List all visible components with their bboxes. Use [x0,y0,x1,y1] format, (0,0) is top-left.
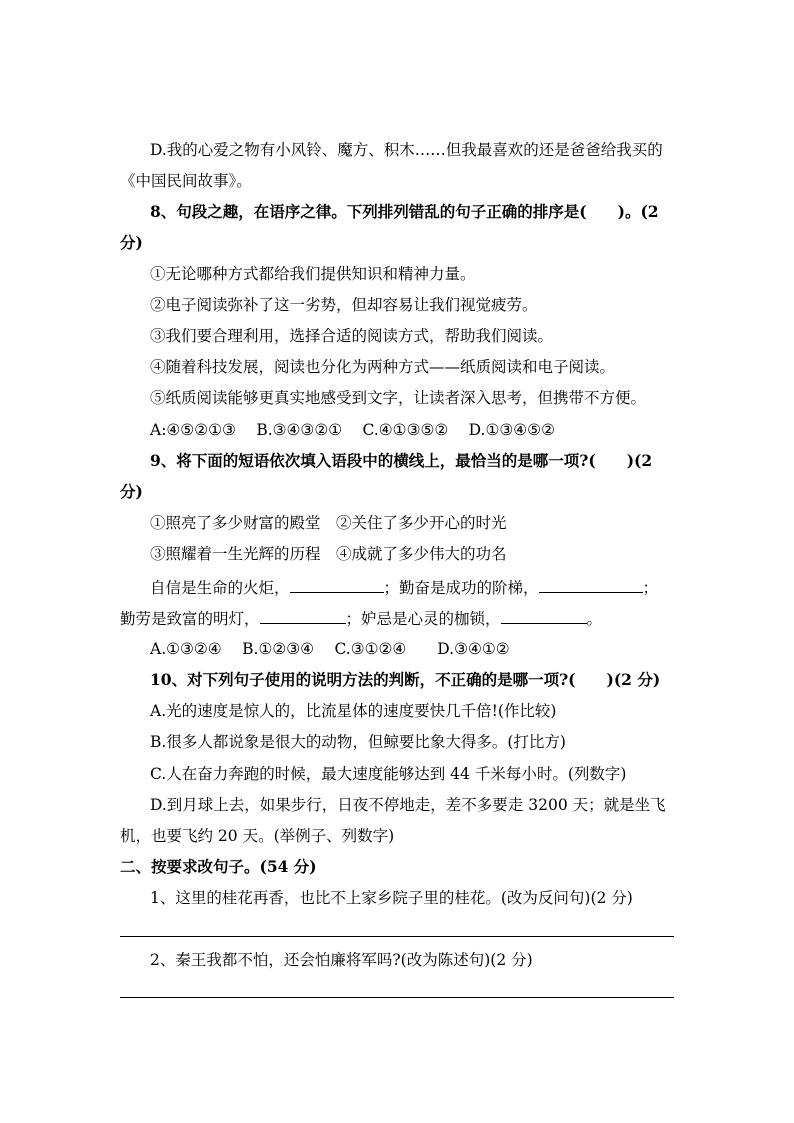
section-2-question-2: 2、秦王我都不怕，还会怕廉将军吗?(改为陈述句)(2 分) [150,951,533,969]
sentence-4: ④随着科技发展，阅读也分化为两种方式——纸质阅读和电子阅读。 [150,358,616,376]
answer-blank-3[interactable] [260,607,346,624]
option-d-line1: D.我的心爱之物有小风铃、魔方、积木……但我最喜欢的还是爸爸给我买的 [150,141,663,159]
fill-text: ；勤奋是成功的阶梯， [383,579,539,597]
fill-text: 。 [586,610,603,628]
question-10-option-d-line2: 机，也要飞约 20 天。(举例子、列数字) [120,827,395,845]
question-9-line1: 9、将下面的短语依次填入语段中的横线上，最恰当的是哪一项?( )(2 [150,451,653,470]
sentence-1: ①无论哪种方式都给我们提供知识和精神力量。 [150,265,476,283]
answer-blank-4[interactable] [501,607,587,624]
question-10-option-c: C.人在奋力奔跑的时候，最大速度能够达到 44 千米每小时。(列数字) [150,765,627,783]
answer-blank-1[interactable] [290,576,384,593]
question-10: 10、对下列句子使用的说明方法的判断，不正确的是哪一项?( )(2 分) [150,670,661,689]
fill-text: 勤劳是致富的明灯， [120,610,260,628]
question-10-option-d-line1: D.到月球上去，如果步行，日夜不停地走，差不多要走 3200 天；就是坐飞 [150,796,666,814]
question-9-line2: 分) [120,482,143,501]
fill-text: ； [642,579,659,597]
question-8-options: A:④⑤②①③ B.③④③②① C.④①③⑤② D.①③④⑤② [150,421,555,439]
section-2-heading: 二、按要求改句子。(54 分) [120,857,317,876]
question-8-line2: 分) [120,233,143,252]
question-8-line1: 8、句段之趣，在语序之律。下列排列错乱的句子正确的排序是( )。(2 [150,202,659,221]
sentence-2: ②电子阅读弥补了这一劣势，但却容易让我们视觉疲劳。 [150,296,538,314]
answer-blank-2[interactable] [539,576,643,593]
question-9-options: A.①③②④ B.①②③④ C.③①②④ D.③④①② [150,640,510,658]
sentence-5: ⑤纸质阅读能够更真实地感受到文字，让读者深入思考，但携带不方便。 [150,389,647,407]
phrase-row-1: ①照亮了多少财富的殿堂 ②关住了多少开心的时光 [150,514,507,532]
option-d-line2: 《中国民间故事》。 [120,172,252,190]
fill-line-1 [150,576,658,598]
section-2-question-1: 1、这里的桂花再香，也比不上家乡院子里的桂花。(改为反问句)(2 分) [150,889,633,907]
sentence-3: ③我们要合理利用，选择合适的阅读方式，帮助我们阅读。 [150,327,554,345]
phrase-row-2: ③照耀着一生光辉的历程 ④成就了多少伟大的功名 [150,545,507,563]
question-10-option-b: B.很多人都说象是很大的动物，但鲸要比象大得多。(打比方) [150,733,566,751]
question-10-option-a: A.光的速度是惊人的，比流星体的速度要快几千倍!(作比较) [150,702,557,720]
fill-line-2 [120,607,602,629]
fill-text: 自信是生命的火炬， [150,579,290,597]
answer-line-2[interactable] [120,997,674,998]
answer-line-1[interactable] [120,936,674,937]
fill-text: ；妒忌是心灵的枷锁， [345,610,501,628]
